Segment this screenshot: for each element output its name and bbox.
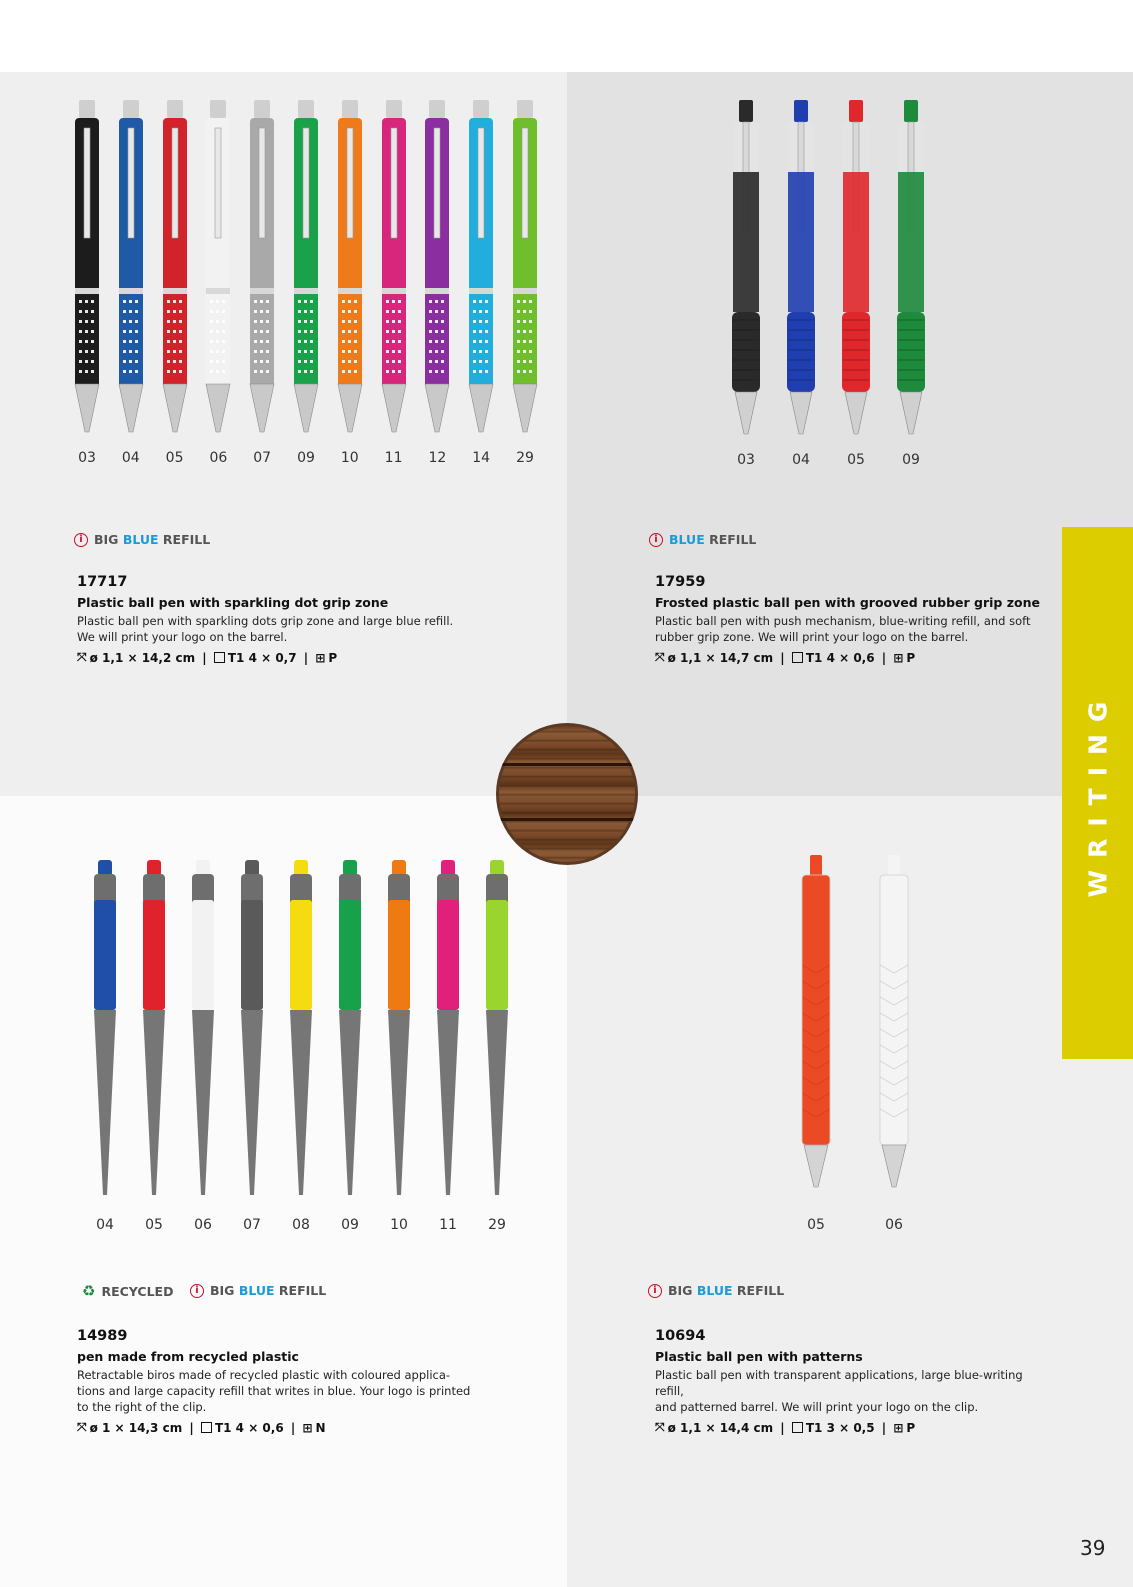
- color-code: 03: [78, 450, 96, 466]
- product-title: Frosted plastic ball pen with grooved rubber grip zone: [655, 595, 1040, 610]
- refill-badge: [648, 1283, 784, 1298]
- color-code: 06: [209, 450, 228, 466]
- pen-05: [155, 100, 195, 440]
- pen-09: [331, 860, 369, 1205]
- color-code: 09: [341, 1217, 359, 1233]
- pen-07: [233, 860, 271, 1205]
- pen-04: [111, 100, 151, 440]
- pen-05: [135, 860, 173, 1205]
- pen-07: [242, 100, 282, 440]
- color-code: 07: [243, 1217, 261, 1233]
- refill-badge: [649, 532, 756, 547]
- product-info: [655, 574, 1055, 665]
- dimensions-icon: ⤧: [77, 650, 87, 664]
- color-code: 14: [472, 450, 491, 466]
- product-specs: ⤧ ø 1,1 × 14,2 cm | T1 4 × 0,7 | ⊞ P: [77, 650, 338, 665]
- recycle-icon: ♻: [82, 1282, 96, 1300]
- print-area-icon: [792, 652, 803, 663]
- pen-08: [282, 860, 320, 1205]
- product-info: [77, 574, 477, 665]
- color-code: 09: [902, 452, 920, 468]
- page-number: 39: [1080, 1536, 1106, 1560]
- print-area-icon: [792, 1422, 803, 1433]
- refill-text: BIG BLUE REFILL: [210, 1283, 327, 1298]
- product-description: Plastic ball pen with push mechanism, blue-writing refill, and soft rubber grip zone. We will print your logo on the barrel.: [655, 614, 1031, 644]
- pen-10: [380, 860, 418, 1205]
- color-code: 03: [737, 452, 755, 468]
- print-area-icon: [214, 652, 225, 663]
- color-code: 10: [340, 450, 359, 466]
- product-info: [655, 1328, 1055, 1435]
- pen-05: [835, 100, 877, 440]
- print-area-icon: [201, 1422, 212, 1433]
- product-specs: ⤧ ø 1 × 14,3 cm | T1 4 × 0,6 | ⊞ N: [77, 1420, 326, 1435]
- pen-06: [198, 100, 238, 440]
- color-code: 05: [165, 450, 184, 466]
- color-code: 05: [847, 452, 865, 468]
- pen-11: [374, 100, 414, 440]
- color-code: 11: [384, 450, 403, 466]
- pen-14: [461, 100, 501, 440]
- pen-10: [330, 100, 370, 440]
- recycled-badge: ♻ RECYCLED: [82, 1282, 174, 1300]
- pen-09: [286, 100, 326, 440]
- color-code: 29: [516, 450, 534, 466]
- color-code: 05: [145, 1217, 163, 1233]
- pen-11: [429, 860, 467, 1205]
- packaging-icon: ⊞: [302, 1420, 313, 1435]
- product-specs: ⤧ ø 1,1 × 14,4 cm | T1 3 × 0,5 | ⊞ P: [655, 1420, 916, 1435]
- packaging-icon: ⊞: [893, 650, 904, 665]
- color-code: 05: [807, 1217, 825, 1233]
- color-code: 29: [488, 1217, 506, 1233]
- product-number: 17717: [77, 574, 128, 590]
- color-code: 10: [390, 1217, 408, 1233]
- refill-badge: [190, 1283, 326, 1298]
- color-code: 04: [792, 452, 810, 468]
- color-code: 04: [96, 1217, 114, 1233]
- product-title: Plastic ball pen with patterns: [655, 1349, 863, 1364]
- pen-04: [86, 860, 124, 1205]
- pen-29: [505, 100, 545, 440]
- section-tab-label: WRITING: [1083, 689, 1112, 897]
- dimensions-icon: ⤧: [655, 650, 665, 664]
- pen-09: [890, 100, 932, 440]
- wood-texture-image: [496, 723, 638, 865]
- info-icon: i: [190, 1284, 204, 1298]
- color-code: 11: [439, 1217, 457, 1233]
- packaging-icon: ⊞: [315, 650, 326, 665]
- product-title: Plastic ball pen with sparkling dot grip zone: [77, 595, 389, 610]
- color-code: 06: [194, 1217, 212, 1233]
- color-code: 09: [297, 450, 315, 466]
- pen-05: [794, 855, 838, 1195]
- pen-06: [184, 860, 222, 1205]
- dimensions-icon: ⤧: [77, 1420, 87, 1434]
- product-description: Retractable biros made of recycled plastic with coloured applica- tions and large capacity refill that writes in blue. Your logo is printed to the right of the clip.: [77, 1368, 471, 1414]
- pen-03: [67, 100, 107, 440]
- product-title: pen made from recycled plastic: [77, 1349, 299, 1364]
- product-panel-10694: [567, 796, 1133, 1587]
- info-icon: i: [649, 533, 663, 547]
- product-number: 14989: [77, 1328, 128, 1344]
- product-number: 17959: [655, 574, 706, 590]
- refill-text: BIG BLUE REFILL: [668, 1283, 785, 1298]
- product-description: Plastic ball pen with transparent applications, large blue-writing refill, and patterned barrel. We will print your logo on the clip.: [655, 1368, 1023, 1414]
- product-description: Plastic ball pen with sparkling dots grip zone and large blue refill. We will print your logo on the barrel.: [77, 614, 454, 644]
- dimensions-icon: ⤧: [655, 1420, 665, 1434]
- pen-06: [872, 855, 916, 1195]
- pen-04: [780, 100, 822, 440]
- product-specs: ⤧ ø 1,1 × 14,7 cm | T1 4 × 0,6 | ⊞ P: [655, 650, 916, 665]
- info-icon: i: [648, 1284, 662, 1298]
- pen-12: [417, 100, 457, 440]
- info-icon: i: [74, 533, 88, 547]
- packaging-icon: ⊞: [893, 1420, 904, 1435]
- refill-text: BIG BLUE REFILL: [94, 532, 211, 547]
- product-info: [77, 1328, 477, 1435]
- color-code: 06: [885, 1217, 903, 1233]
- pen-29: [478, 860, 516, 1205]
- color-code: 04: [121, 450, 140, 466]
- color-code: 07: [253, 450, 272, 466]
- refill-badge: [74, 532, 210, 547]
- color-code: 12: [428, 450, 447, 466]
- color-code: 08: [292, 1217, 310, 1233]
- pen-03: [725, 100, 767, 440]
- refill-text: BLUE REFILL: [669, 532, 757, 547]
- product-number: 10694: [655, 1328, 706, 1344]
